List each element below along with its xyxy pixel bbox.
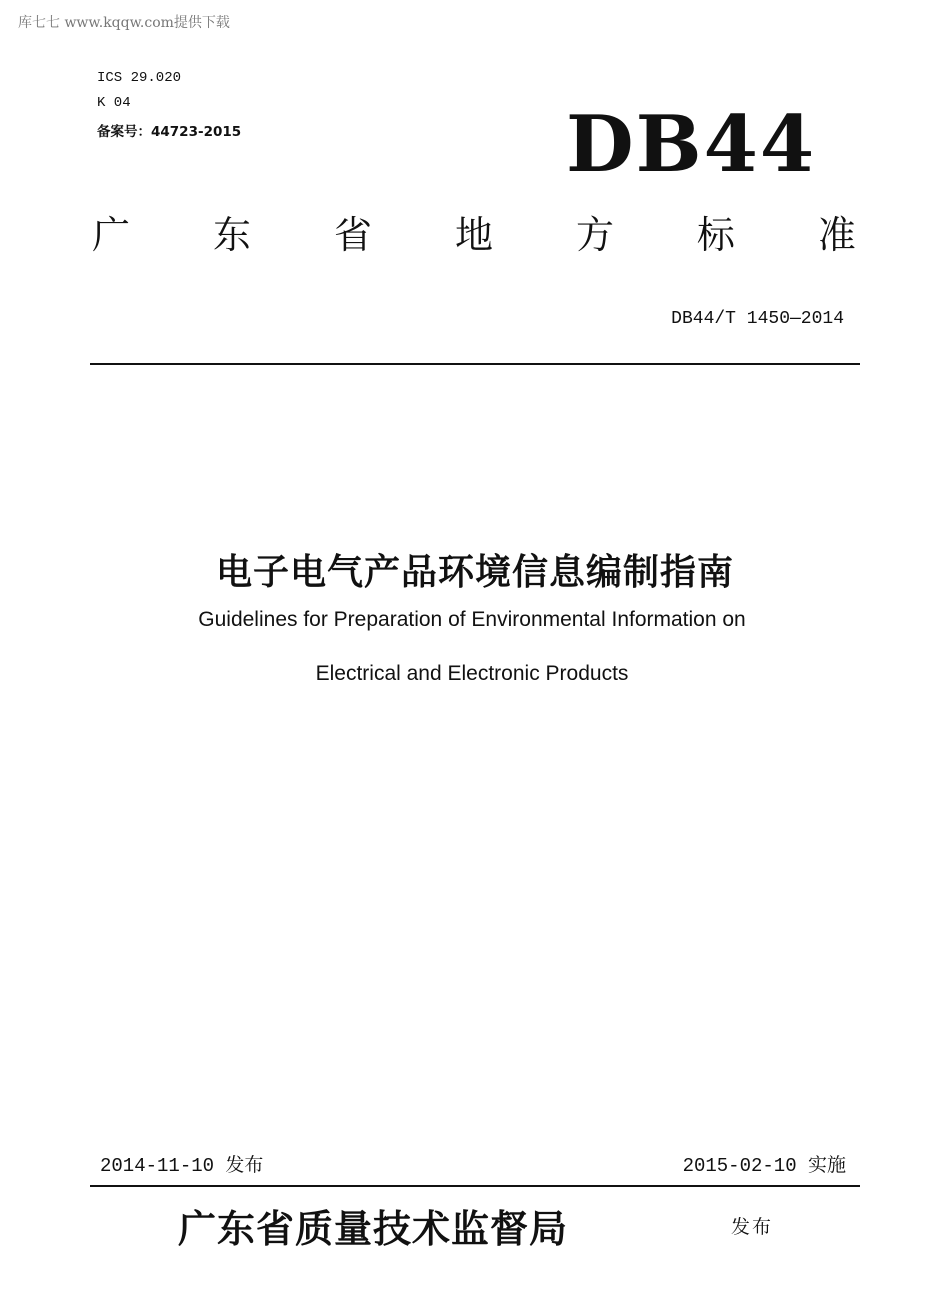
standard-type-char: 广 [92, 213, 131, 257]
header-divider [90, 363, 860, 365]
standard-type-char: 省 [333, 213, 372, 257]
standard-type-title [92, 213, 856, 257]
standard-type-char: 标 [696, 213, 735, 257]
record-number: 备案号：44723-2015 [97, 124, 242, 140]
ics-code: ICS 29.020 [97, 70, 182, 86]
category-code: K 04 [97, 95, 131, 111]
footer-divider [90, 1185, 860, 1187]
document-title-cn: 电子电气产品环境信息编制指南 [215, 552, 734, 593]
db44-logo: DB44 [566, 99, 817, 190]
standard-code: DB44/T 1450—2014 [671, 309, 844, 329]
effective-date: 2015-02-10 实施 [682, 1155, 846, 1177]
document-title-en-line2: Electrical and Electronic Products [315, 662, 629, 685]
watermark-text: 库七七 www.kqqw.com提供下载 [18, 15, 230, 31]
standard-type-char: 准 [817, 213, 856, 257]
document-title-en-line1: Guidelines for Preparation of Environmental Information on [198, 608, 746, 631]
standard-type-char: 方 [575, 213, 614, 257]
publish-date: 2014-11-10 发布 [100, 1155, 264, 1177]
issuing-authority: 广东省质量技术监督局 [178, 1206, 569, 1251]
standard-type-char: 东 [212, 213, 251, 257]
standard-type-char: 地 [454, 213, 493, 257]
issue-label: 发布 [731, 1216, 774, 1238]
